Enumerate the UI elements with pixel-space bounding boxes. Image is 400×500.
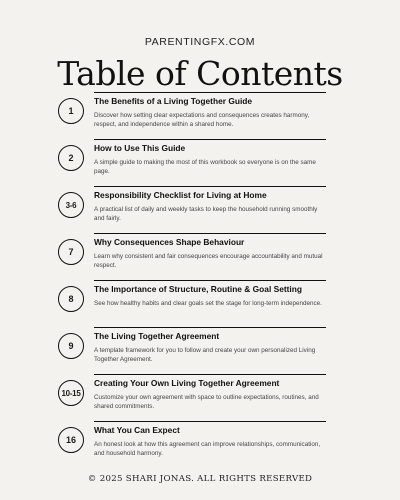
divider-line xyxy=(94,421,326,422)
entry-text xyxy=(94,327,326,364)
entry-text xyxy=(94,280,326,308)
entry-description: An honest look at how this agreement can improve relationships, communication, and household harmony. xyxy=(94,441,321,458)
page-number-badge: 1 xyxy=(58,98,84,124)
entry-heading: How to Use This Guide xyxy=(94,143,186,153)
entry-heading: The Benefits of a Living Together Guide xyxy=(94,96,253,106)
entry-text xyxy=(94,233,326,270)
toc-entry-1 xyxy=(58,92,326,139)
divider-line xyxy=(94,186,326,187)
toc-entry-7 xyxy=(58,374,326,421)
page-number-badge: 3-6 xyxy=(58,192,84,218)
toc-entry-2 xyxy=(58,139,326,186)
page-title: Table of Contents xyxy=(57,54,343,93)
table-of-contents xyxy=(58,92,326,468)
divider-line xyxy=(94,92,326,93)
divider-line xyxy=(94,139,326,140)
entry-heading: What You Can Expect xyxy=(94,425,180,435)
entry-text xyxy=(94,139,326,176)
divider-line xyxy=(94,374,326,375)
page-number-badge: 8 xyxy=(58,286,84,312)
page-number-badge: 2 xyxy=(58,145,84,171)
entry-description: A template framework for you to follow and create your own personalized Living Together Agreement. xyxy=(94,347,316,364)
divider-line xyxy=(94,233,326,234)
entry-description: A practical list of daily and weekly tasks to keep the household running smoothly and fairly. xyxy=(94,206,318,223)
entry-text xyxy=(94,421,326,458)
entry-text xyxy=(94,186,326,223)
entry-description: See how healthy habits and clear goals set the stage for long-term independence. xyxy=(94,300,322,307)
divider-line xyxy=(94,327,326,328)
page-number-badge: 10-15 xyxy=(58,380,84,406)
page-number-badge: 16 xyxy=(58,427,84,453)
copyright-footer: © 2025 SHARI JONAS. ALL RIGHTS RESERVED xyxy=(87,474,313,484)
page-number-badge: 9 xyxy=(58,333,84,359)
entry-heading: Creating Your Own Living Together Agreement xyxy=(94,378,280,388)
toc-entry-5 xyxy=(58,280,326,327)
entry-heading: The Living Together Agreement xyxy=(94,331,220,341)
toc-entry-4 xyxy=(58,233,326,280)
toc-entry-8 xyxy=(58,421,326,468)
entry-text xyxy=(94,374,326,411)
toc-entry-6 xyxy=(58,327,326,374)
divider-line xyxy=(94,280,326,281)
page-number-badge: 7 xyxy=(58,239,84,265)
entry-text xyxy=(94,92,326,129)
entry-description: Discover how setting clear expectations and consequences creates harmony, respect, and independence within a shared home. xyxy=(94,112,310,129)
entry-heading: The Importance of Structure, Routine & Goal Setting xyxy=(94,284,302,294)
entry-heading: Responsibility Checklist for Living at Home xyxy=(94,190,267,200)
site-name: PARENTINGFX.COM xyxy=(144,36,256,48)
toc-entry-3 xyxy=(58,186,326,233)
entry-heading: Why Consequences Shape Behaviour xyxy=(94,237,245,247)
entry-description: Customize your own agreement with space to outline expectations, routines, and shared commitments. xyxy=(94,394,319,411)
entry-description: Learn why consistent and fair consequences encourage accountability and mutual respect. xyxy=(94,253,323,270)
entry-description: A simple guide to making the most of this workbook so everyone is on the same page. xyxy=(94,159,316,176)
